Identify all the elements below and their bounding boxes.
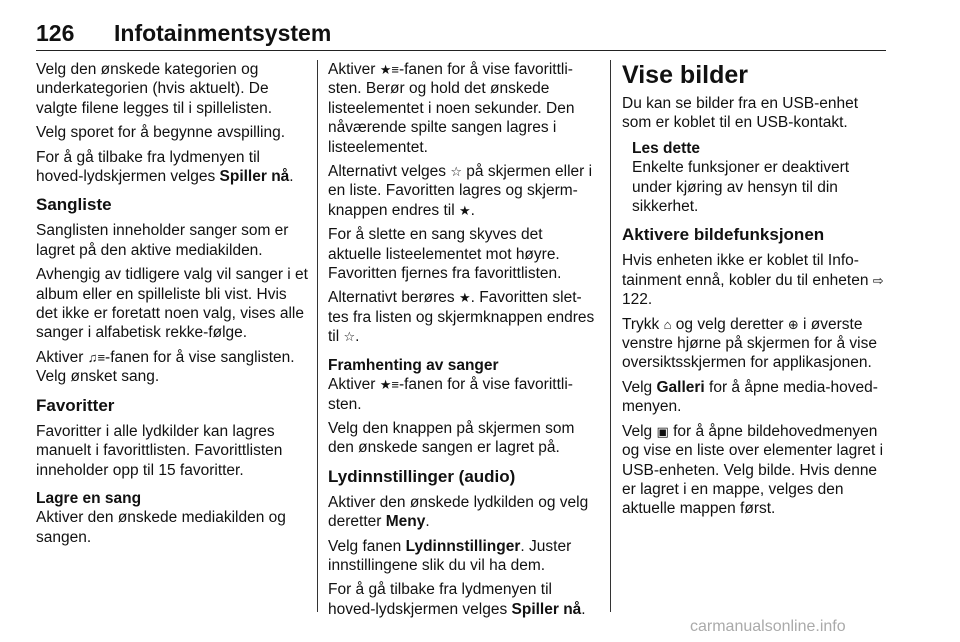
bold-term: Meny [385, 513, 426, 531]
paragraph: Trykk ⌂ og velg deretter ⊕ i øverste venstre hjørne på skjermen for å vise oversiktsskjermen for applikasjonen. [622, 315, 877, 372]
star-outline-icon: ☆ [450, 164, 462, 180]
heading-sangliste: Sangliste [36, 195, 112, 215]
heading-aktivere: Aktivere bildefunksjonen [622, 225, 825, 245]
favorite-list-icon: ★≡ [379, 377, 399, 393]
paragraph: Velg den ønskede kategorien og underkategorien (hvis aktuelt). De valgte filene legges til i spillelisten. [36, 61, 273, 117]
paragraph: Alternativt berøres ★. Favoritten slet-tes fra listen og skjermknappen endres til ☆. [328, 289, 595, 346]
favorite-list-icon: ★≡ [379, 62, 399, 77]
paragraph: Aktiver ★≡-fanen for å vise favorittli-sten. Berør og hold det ønskede listeelementet i noen sekunder. Den nåværende spilte sangen lagres i listeelementet. [328, 61, 575, 156]
picture-icon: ▣ [656, 423, 669, 439]
page-title: Infotainmentsystem [114, 20, 332, 46]
star-filled-icon: ★ [458, 290, 471, 306]
paragraph: Aktiver den ønskede lydkilden og velg deretter Meny. [328, 493, 589, 531]
song-list-icon: ♫≡ [87, 349, 106, 365]
paragraph: Velg den knappen på skjermen som den ønskede sangen er lagret på. [328, 419, 575, 457]
watermark: carmanualsonline.info [690, 618, 846, 635]
page-reference: 122 [622, 291, 648, 309]
column-2 [328, 60, 596, 624]
paragraph: Du kan se bilder fra en USB-enhet som er koblet til en USB-kontakt. [622, 95, 859, 132]
column-1 [36, 60, 308, 552]
note-title: Les dette [632, 139, 701, 157]
bold-term: Spiller nå [511, 600, 582, 618]
heading-favoritter: Favoritter [36, 395, 115, 415]
paragraph: Velg ▣ for å åpne bildehovedmenyen og vise en liste over elementer lagret i USB-enheten. Velg bilde. Hvis denne er lagret i en mappe, velges den aktuelle mappen først. [622, 422, 884, 518]
paragraph: Favoritter i alle lydkilder kan lagres manuelt i favorittlisten. Favorittlisten inneholder opp til 15 favoritter. [36, 422, 283, 479]
paragraph: For å gå tilbake fra lydmenyen til hoved-lydskjermen velges Spiller nå. [36, 148, 294, 186]
paragraph: Aktiver ★≡-fanen for å vise favorittli-sten. [328, 376, 573, 413]
bold-term: Galleri [656, 378, 705, 396]
heading-lagre-en-sang: Lagre en sang [36, 489, 142, 507]
page-number: 126 [36, 20, 75, 46]
star-outline-icon: ☆ [343, 329, 356, 345]
page-header [36, 20, 886, 51]
paragraph: For å slette en sang skyves det aktuelle listeelementet mot høyre. Favoritten fjernes fra favorittlisten. [328, 226, 562, 283]
star-filled-icon: ★ [458, 202, 471, 218]
heading-lydinnstillinger: Lydinnstillinger (audio) [328, 466, 516, 486]
paragraph: Velg Galleri for å åpne media-hoved-menyen. [622, 378, 878, 416]
paragraph: Aktiver ♫≡-fanen for å vise sanglisten. Velg ønsket sang. [36, 348, 295, 386]
paragraph: Aktiver den ønskede mediakilden og sangen. [36, 509, 286, 546]
heading-framhenting: Framhenting av sanger [328, 356, 499, 374]
paragraph: Avhengig av tidligere valg vil sanger i et album eller en spilleliste bli vist. Hvis det ikke er foretatt noen valg, vises alle sanger i alfabetisk rekke-følge. [36, 266, 308, 342]
paragraph: Sanglisten inneholder sanger som er lagret på den aktive mediakilden. [36, 222, 289, 259]
note-text: Enkelte funksjoner er deaktivert under kjøring av hensyn til din sikkerhet. [632, 159, 850, 216]
paragraph: For å gå tilbake fra lydmenyen til hoved-lydskjermen velges Spiller nå. [328, 581, 586, 618]
column-divider [610, 60, 611, 612]
paragraph: Velg sporet for å begynne avspilling. [36, 124, 286, 142]
note-box [632, 139, 890, 217]
column-3 [622, 60, 890, 524]
paragraph: Alternativt velges ☆ på skjermen eller i en liste. Favoritten lagres og skjerm-knappen endres til ★. [328, 163, 593, 219]
apps-icon: ⊕ [787, 316, 799, 332]
paragraph: Hvis enheten ikke er koblet til Info-tainment ennå, kobler du til enheten ⇨ 122. [622, 252, 884, 309]
bold-term: Lydinnstillinger [405, 537, 521, 555]
bold-term: Spiller nå [219, 168, 290, 186]
heading-vise-bilder: Vise bilder [622, 61, 748, 89]
paragraph: Velg fanen Lydinnstillinger. Juster innstillingene slik du vil ha dem. [328, 537, 572, 574]
home-icon: ⌂ [663, 316, 672, 332]
column-divider [317, 60, 318, 612]
arrow-icon: ⇨ [872, 272, 884, 288]
